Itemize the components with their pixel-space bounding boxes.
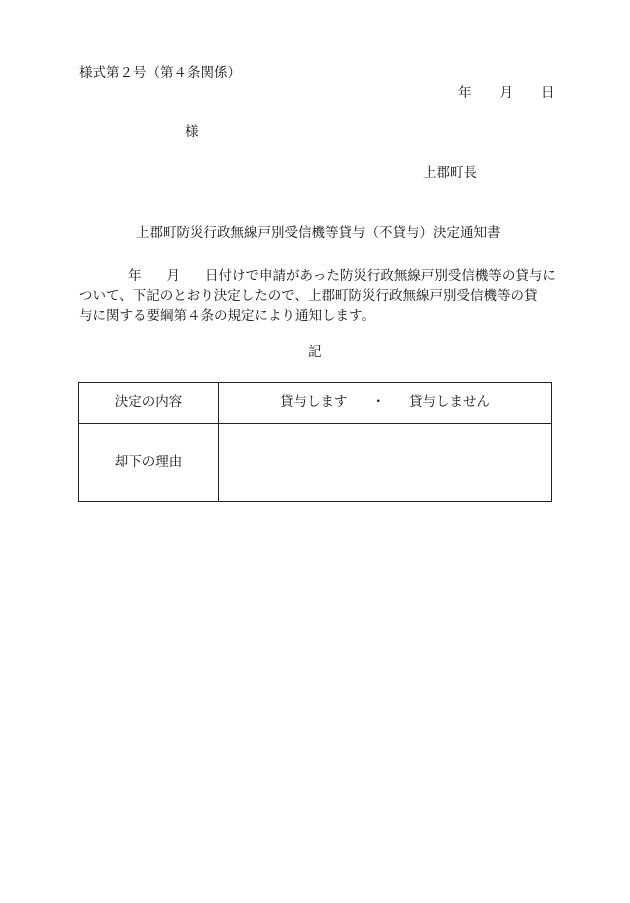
decision-label: 決定の内容 <box>79 383 219 423</box>
date-year: 年 <box>458 85 472 101</box>
body-month: 月 <box>166 268 180 284</box>
decision-table <box>78 382 552 502</box>
option-not-lend: 貸与しません <box>409 394 490 411</box>
option-lend: 貸与します <box>280 394 348 411</box>
ki-heading: 記 <box>308 344 322 360</box>
body-line-1 <box>79 266 556 286</box>
body-text <box>79 266 556 326</box>
table-row-decision <box>79 383 551 424</box>
body-line-2: ついて、下記のとおり決定したので、上郡町防災行政無線戸別受信機等の貸 <box>79 288 538 304</box>
document-title: 上郡町防災行政無線戸別受信機等貸与（不貸与）決定通知書 <box>136 225 501 241</box>
option-separator: ・ <box>371 394 385 411</box>
body-year: 年 <box>128 268 142 284</box>
addressee-honorific: 様 <box>185 124 199 140</box>
body-line-3: 与に関する要綱第４条の規定により通知します。 <box>79 308 375 324</box>
date-line <box>458 87 555 101</box>
reason-value <box>219 424 551 501</box>
form-number: 様式第２号（第４条関係） <box>79 65 241 81</box>
decision-value <box>219 383 551 423</box>
table-row-reason <box>79 424 551 501</box>
body-line1-rest: 日付けで申請があった防災行政無線戸別受信機等の貸与に <box>205 268 556 284</box>
reason-label: 却下の理由 <box>79 424 219 501</box>
issuer-name: 上郡町長 <box>423 165 477 181</box>
date-day: 日 <box>541 85 555 101</box>
date-month: 月 <box>499 85 513 101</box>
